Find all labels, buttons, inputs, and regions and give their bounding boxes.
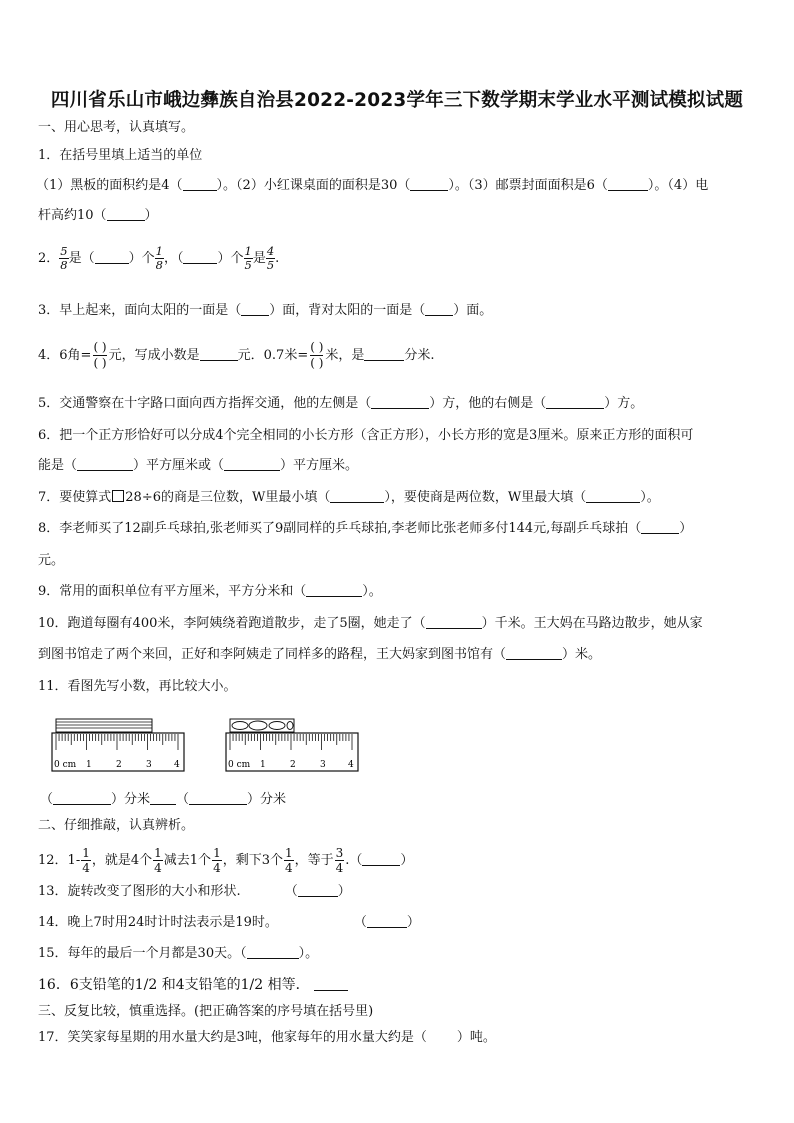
- ruler-label-1: 1: [260, 760, 266, 770]
- ruler-figure-1: [50, 712, 188, 774]
- ruler-label-2: 2: [116, 760, 122, 770]
- page-title: 四川省乐山市峨边彝族自治县2022-2023学年三下数学期末学业水平测试模拟试题: [50, 90, 744, 111]
- answer-blank[interactable]: [364, 348, 404, 361]
- question-3: 3．早上起来，面向太阳的一面是（ ）面，背对太阳的一面是（ ）面。: [38, 303, 493, 318]
- fraction: $\frac{3}{4}$: [335, 846, 344, 875]
- question-1-heading: 1．在括号里填上适当的单位: [38, 148, 203, 163]
- answer-blank[interactable]: [95, 251, 129, 264]
- answer-blank[interactable]: [306, 584, 362, 597]
- fraction-blank[interactable]: ( ) ( ): [93, 340, 107, 370]
- ruler-figure-2: [224, 712, 362, 774]
- ruler-label-4: 4: [348, 760, 354, 770]
- question-8-line-2: 元。: [38, 553, 65, 568]
- answer-blank[interactable]: [426, 616, 482, 629]
- question-5: 5．交通警察在十字路口面向西方指挥交通，他的左侧是（ ）方，他的右侧是（ ）方。: [38, 396, 644, 411]
- question-11-answers: （ ）分米 （ ）分米: [40, 792, 287, 807]
- answer-blank[interactable]: [546, 396, 604, 409]
- compare-blank[interactable]: [150, 792, 176, 805]
- fraction: $\frac{1}{4}$: [82, 846, 90, 875]
- answer-blank[interactable]: [314, 978, 348, 991]
- ruler-label-2: 2: [290, 760, 296, 770]
- answer-blank[interactable]: [53, 792, 111, 805]
- ruler-label-1: 1: [86, 760, 92, 770]
- answer-blank[interactable]: [425, 303, 453, 316]
- question-11-heading: 11．看图先写小数，再比较大小。: [38, 679, 237, 694]
- answer-blank[interactable]: [371, 396, 429, 409]
- measured-object: [230, 719, 294, 732]
- measured-strip: [56, 719, 152, 732]
- question-13: 13．旋转改变了图形的大小和形状. （ ）: [38, 884, 351, 899]
- answer-blank[interactable]: [330, 490, 384, 503]
- answer-blank[interactable]: [200, 348, 238, 361]
- answer-blank[interactable]: [183, 178, 217, 191]
- question-7: 7．要使算式 28÷6的商是三位数，W里最小填（ ），要使商是两位数，W里最大填（ ）。: [38, 490, 660, 505]
- box-placeholder: [112, 490, 124, 502]
- section-3-heading: 三、反复比较，慎重选择。(把正确答案的序号填在括号里): [38, 1004, 374, 1019]
- ruler-label-0: 0 cm: [228, 760, 251, 770]
- question-1-line-1: （1）黑板的面积约是4（ ）。（2）小红课桌面的面积是30（ ）。（3）邮票封面面积是6（ ）。（4）电: [36, 178, 709, 193]
- question-1-line-2: 杆高约10（ ）: [38, 208, 158, 223]
- answer-blank[interactable]: [641, 521, 679, 534]
- question-15: 15．每年的最后一个月都是30天。（ ）。: [38, 946, 319, 961]
- answer-blank[interactable]: [367, 915, 407, 928]
- question-16: 16．6支铅笔的1/2 和4支铅笔的1/2 相等．: [38, 977, 348, 993]
- answer-blank[interactable]: [506, 647, 562, 660]
- ruler-label-3: 3: [320, 760, 326, 770]
- answer-blank[interactable]: [362, 853, 400, 866]
- answer-blank[interactable]: [410, 178, 448, 191]
- answer-blank[interactable]: [241, 303, 269, 316]
- fraction: $\frac{4}{5}$: [266, 244, 275, 272]
- question-9: 9．常用的面积单位有平方厘米，平方分米和（ ）。: [38, 584, 382, 599]
- fraction-blank[interactable]: ( ) ( ): [310, 340, 324, 370]
- answer-blank[interactable]: [107, 208, 145, 221]
- answer-blank[interactable]: [77, 458, 133, 471]
- question-10-line-1: 10．跑道每圈有400米，李阿姨绕着跑道散步，走了5圈，她走了（ ）千米。王大妈在马路边散步，她从家: [38, 616, 703, 631]
- question-8-line-1: 8．李老师买了12副乒乓球拍,张老师买了9副同样的乒乓球拍,李老师比张老师多付144元,每副乒乓球拍（ ）: [38, 521, 693, 536]
- ruler-label-4: 4: [174, 760, 180, 770]
- answer-blank[interactable]: [298, 884, 338, 897]
- question-17: 17．笑笑家每星期的用水量大约是3吨，他家每年的用水量大约是（ ）吨。: [38, 1030, 496, 1045]
- fraction: $\frac{1}{4}$: [284, 846, 293, 875]
- answer-blank[interactable]: [608, 178, 648, 191]
- question-4: 4．6角= ( ) ( ) 元，写成小数是 元．0.7米= ( ) ( ) 米，是 分米.: [38, 340, 435, 370]
- answer-blank[interactable]: [586, 490, 640, 503]
- fraction: $\frac{1}{8}$: [155, 244, 163, 272]
- question-12: 12．1- $\frac{1}{4}$ ，就是4个 $\frac{1}{4}$ 减去1个 $\frac{1}{4}$ ，剩下3个 $\frac{1}{4}$ ，等于 $\frac{3}{4}$ .（ ）: [38, 846, 414, 875]
- section-2-heading: 二、仔细推敲，认真辨析。: [38, 818, 195, 833]
- fraction: $\frac{1}{5}$: [244, 244, 252, 272]
- question-14: 14．晚上7时用24时计时法表示是19时。 （ ）: [38, 915, 420, 930]
- answer-blank[interactable]: [189, 792, 247, 805]
- question-6-line-1: 6．把一个正方形恰好可以分成4个完全相同的小长方形（含正方形），小长方形的宽是3厘米。原来正方形的面积可: [38, 428, 694, 443]
- question-6-line-2: 能是（ ）平方厘米或（ ）平方厘米。: [38, 458, 359, 473]
- answer-blank[interactable]: [247, 946, 299, 959]
- section-1-heading: 一、用心思考，认真填写。: [38, 120, 195, 135]
- answer-blank[interactable]: [224, 458, 280, 471]
- question-10-line-2: 到图书馆走了两个来回，正好和李阿姨走了同样多的路程，王大妈家到图书馆有（ ）米。: [38, 647, 602, 662]
- ruler-label-3: 3: [146, 760, 152, 770]
- answer-blank[interactable]: [183, 251, 217, 264]
- fraction: $\frac{5}{8}$: [60, 244, 68, 272]
- ruler-label-0: 0 cm: [54, 760, 77, 770]
- fraction: $\frac{1}{4}$: [213, 846, 221, 875]
- question-2: 2． $\frac{5}{8}$ 是（ ）个 $\frac{1}{8}$ ，（ ）个 $\frac{1}{5}$ 是 $\frac{4}{5}$ .: [38, 244, 280, 272]
- fraction: $\frac{1}{4}$: [154, 846, 162, 875]
